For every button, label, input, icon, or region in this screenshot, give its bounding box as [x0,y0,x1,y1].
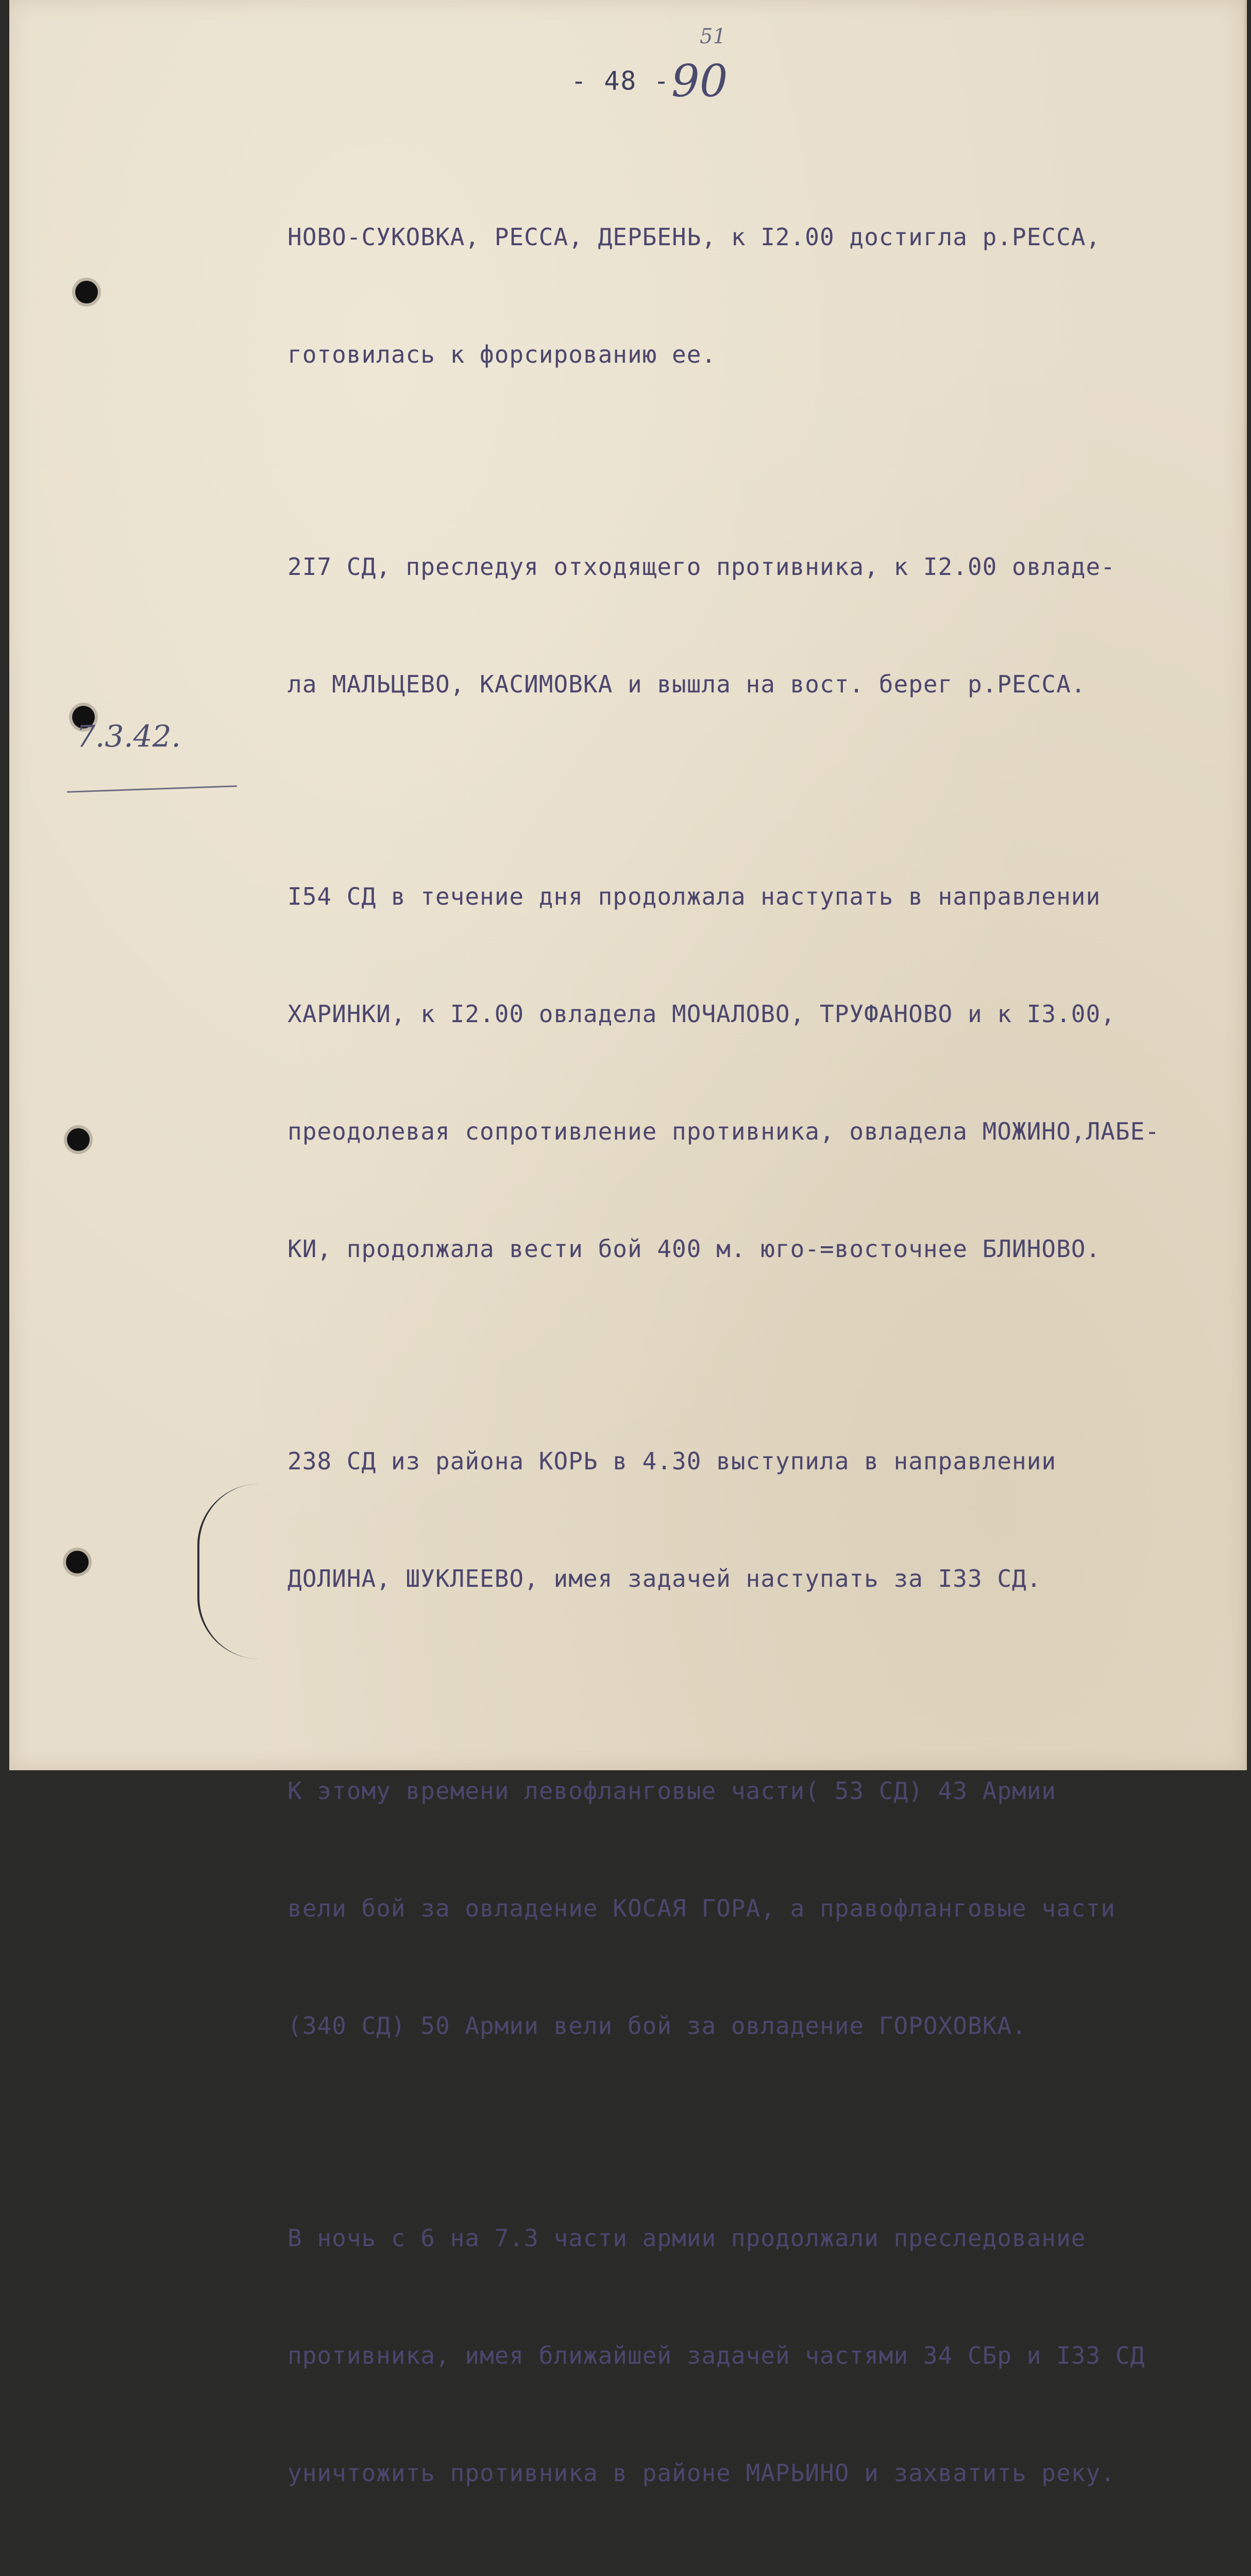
paragraph [288,139,1205,452]
binding-hole [66,1551,89,1573]
paragraph [288,2140,1205,2571]
paragraph [288,799,1205,1347]
text-line: НОВО-СУКОВКА, РЕССА, ДЕРБЕНЬ, к I2.00 достигла р.РЕССА, [288,223,1101,251]
document-body [288,139,1205,2576]
text-line: КИ, продолжала вести бой 400 м. юго-=восточнее БЛИНОВО. [288,1235,1101,1263]
binding-hole [75,281,98,303]
text-line: вели бой за овладение КОСАЯ ГОРА, а правофланговые части [288,1894,1115,1922]
margin-underline [67,785,237,793]
handwritten-page-number: 90 [671,56,728,107]
text-line: противника, имея ближайшей задачей частями 34 СБр и I33 СД [288,2342,1145,2369]
text-line: ДОЛИНА, ШУКЛЕЕВО, имея задачей наступать за I33 СД. [288,1565,1042,1592]
text-line: (340 СД) 50 Армии вели бой за овладение ГОРОХОВКА. [288,2012,1027,2040]
paragraph [288,1363,1205,1676]
paragraph [288,1693,1205,2124]
text-line: ХАРИНКИ, к I2.00 овладела МОЧАЛОВО, ТРУФАНОВО и к I3.00, [288,1000,1115,1028]
document-page [9,0,1247,2487]
text-line: 2I7 СД, преследуя отходящего противника, к I2.00 овладе- [288,553,1115,581]
paragraph [288,469,1205,782]
text-line: I54 СД в течение дня продолжала наступать в направлении [288,883,1101,910]
handwritten-archive-number: 51 [700,25,726,48]
binding-hole [67,1128,90,1151]
text-line: уничтожить противника в районе МАРЬИНО и захватить реку. [288,2459,1115,2487]
text-line: ла МАЛЬЦЕВО, КАСИМОВКА и вышла на вост. берег р.РЕССА. [288,670,1086,698]
text-line: В ночь с 6 на 7.3 части армии продолжали преследование [288,2224,1086,2252]
text-line: готовилась к форсированию ее. [288,341,717,368]
page-number: - 48 - [571,66,670,96]
text-line: преодолевая сопротивление противника, овладела МОЖИНО,ЛАБЕ- [288,1117,1160,1145]
margin-date-note: 7.3.42. [76,719,181,754]
text-line: К этому времени левофланговые части( 53 СД) 43 Армии [288,1777,1057,1805]
text-line: 238 СД из района КОРЬ в 4.30 выступила в направлении [288,1447,1057,1475]
page-header [9,25,1244,107]
